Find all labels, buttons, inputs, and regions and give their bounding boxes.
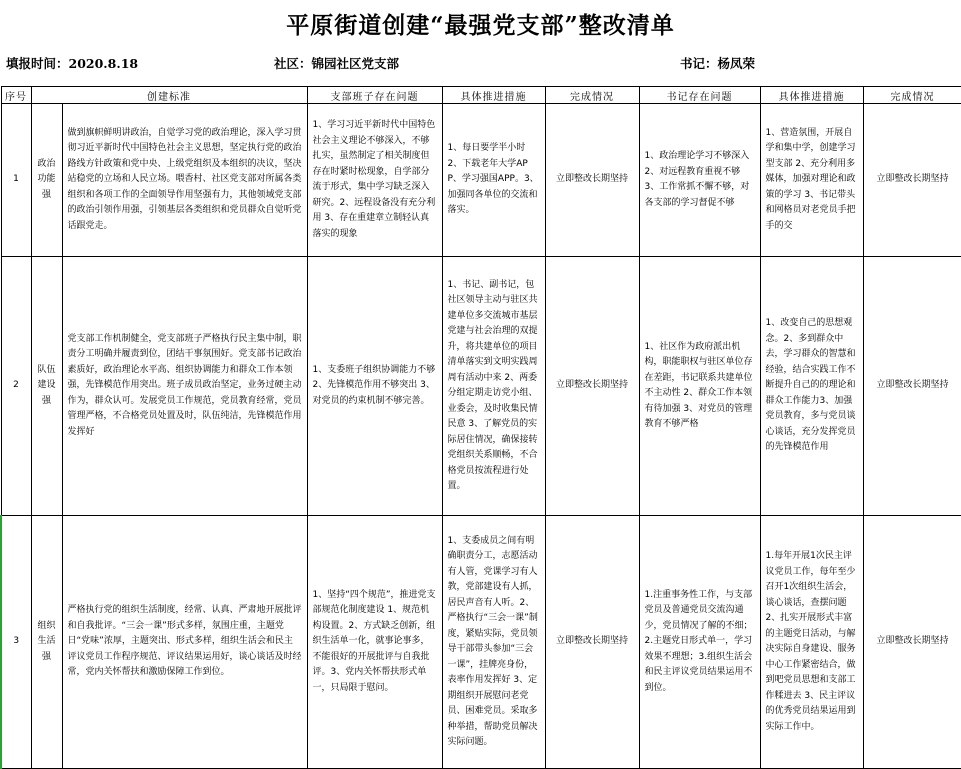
row-team-problem: 1、支委班子组织协调能力不够 2、先锋模范作用不够突出 3、对党员的约束机制不够完善。: [307, 257, 442, 516]
row-sec-measures: 1、营造氛围，开展自学和集中学，创建学习型支部 2、充分利用多媒体，加强对理论和政策的学习 3、书记带头和网格员对老党员手把手的交: [760, 104, 863, 257]
header-sec-problem: 书记存在问题: [639, 87, 760, 104]
row-sec-status: 立即整改长期坚持: [863, 257, 961, 516]
row-sec-problem: 1、社区作为政府派出机构，职能职权与驻区单位存在差距，书记联系共建单位不主动性 2、群众工作本领有待加强 3、对党员的管理教育不够严格: [639, 257, 760, 516]
header-sec-status: 完成情况: [863, 87, 961, 104]
header-num: 序号: [1, 87, 31, 104]
row-team-status: 立即整改长期坚持: [545, 104, 639, 257]
row-number: 3: [1, 516, 31, 769]
row-sec-status: 立即整改长期坚持: [863, 516, 961, 769]
row-team-measures: 1、书记、副书记，包社区领导主动与驻区共建单位多交流城市基层党建与社会治理的双提升，将共建单位的项目清单落实到文明实践周周有活动中来 2、两委分组定期走访党小组、业委会，及时收集民情民意 3、了解党员的实际居住情况，确保接转党组织关系顺畅，不合格党员按流程进行处置。: [442, 257, 545, 516]
header-team-status: 完成情况: [545, 87, 639, 104]
row-sec-status: 立即整改长期坚持: [863, 104, 961, 257]
row-category: 组织生活强: [31, 516, 62, 769]
row-sec-problem: 1、政治理论学习不够深入 2、对远程教育重视不够 3、工作常抓不懈不够，对各支部的学习督促不够: [639, 104, 760, 257]
row-sec-problem: 1.注重事务性工作，与支部党员及普通党员交流沟通少，党员情况了解的不细；2.主题党日形式单一，学习效果不理想；3.组织生活会和民主评议党员结果运用不到位。: [639, 516, 760, 769]
community-name: 社区：锦园社区党支部: [274, 56, 400, 71]
fill-time: 填报时间：2020.8.18: [6, 56, 139, 71]
row-sec-measures: 1.每年开展1次民主评议党员工作，每年至少召开1次组织生活会，谈心谈话，查摆问题 2、扎实开展形式丰富的主题党日活动，与解决实际自身建设、服务中心工作紧密结合，做到吧党员思想和支部工作糅进去 3、民主评议的优秀党员结果运用到实际工作中。: [760, 516, 863, 769]
header-team-measures: 具体推进措施: [442, 87, 545, 104]
header-team-problem: 支部班子存在问题: [307, 87, 442, 104]
row-number: 1: [1, 104, 31, 257]
header-sec-measures: 具体推进措施: [760, 87, 863, 104]
row-team-problem: 1、学习习近平新时代中国特色社会主义理论不够深入，不够扎实，虽然制定了相关制度但存在时紧时松现象，自学部分流于形式，集中学习缺乏深入研究。2、远程设备没有充分利用 3、存在重建章立制轻认真落实的现象: [307, 104, 442, 257]
row-team-measures: 1、每日要学半小时 2、下载老年大学APP、学习强国APP。3、加强同各单位的交流和落实。: [442, 104, 545, 257]
rectification-table: [0, 86, 961, 769]
header-standard: 创建标准: [31, 87, 307, 104]
row-sec-measures: 1、改变自己的思想观念。2、多到群众中去，学习群众的智慧和经验，结合实践工作不断提升自己的的理论和群众工作能力3、加强党员教育，多与党员谈心谈话，充分发挥党员的先锋模范作用: [760, 257, 863, 516]
secretary-name: 书记：杨凤荣: [680, 56, 756, 71]
table-header-row: [1, 87, 961, 104]
page-title: 平原街道创建“最强党支部”整改清单: [286, 11, 675, 39]
table-row: [1, 257, 961, 516]
row-standard: 严格执行党的组织生活制度，经常、认真、严肃地开展批评和自我批评。“三会一课”形式多样，氛围庄重，主题党日“党味”浓厚，主题突出、形式多样，组织生活会和民主评议党员工作程序规范、评议结果运用好，谈心谈话及时经常，党内关怀帮扶和激励保障工作到位。: [62, 516, 307, 769]
row-category: 队伍建设强: [31, 257, 62, 516]
row-standard: 党支部工作机制健全，党支部班子严格执行民主集中制，职责分工明确并履责到位，团结干事氛围好。党支部书记政治素质好，政治理论水平高、组织协调能力和群众工作本领强，先锋模范作用突出。班子成员政治坚定，业务过硬主动作为，群众认可。发展党员工作规范，党员教育经常，党员管理严格，不合格党员处置及时，队伍纯洁，先锋模范作用发挥好: [62, 257, 307, 516]
row-team-status: 立即整改长期坚持: [545, 516, 639, 769]
row-team-status: 立即整改长期坚持: [545, 257, 639, 516]
row-number: 2: [1, 257, 31, 516]
row-standard: 做到旗帜鲜明讲政治，自觉学习党的政治理论，深入学习贯彻习近平新时代中国特色社会主义思想，坚定执行党的政治路线方针政策和党中央、上级党组织及本组织的决议，坚决站稳党的立场和人民立场。喂香村、社区党支部对所属各类组织和各项工作的全面领导作用坚强有力，其他领域党支部的政治引领作用强，引领基层各类组织和党员群众自觉听党话跟党走。: [62, 104, 307, 257]
table-row: [1, 516, 961, 769]
row-team-problem: 1、坚持“四个规范”，推进党支部规范化制度建设 1、规范机构设置。2、方式缺乏创新，组织生活单一化，就事论事多，不能很好的开展批评与自我批评。3、党内关怀帮扶形式单一，只局限于慰问。: [307, 516, 442, 769]
table-row: [1, 104, 961, 257]
row-team-measures: 1、支委成员之间有明确职责分工，志愿活动有人管，党课学习有人教，党部建设有人抓，居民声音有人听。2、严格执行“三会一课”制度，紧贴实际，党员领导干部带头参加“三会一课”，挂牌亮身份，表率作用发挥好 3、定期组织开展慰问老党员、困难党员。采取多种举措，帮助党员解决实际问题。: [442, 516, 545, 769]
row-category: 政治功能强: [31, 104, 62, 257]
